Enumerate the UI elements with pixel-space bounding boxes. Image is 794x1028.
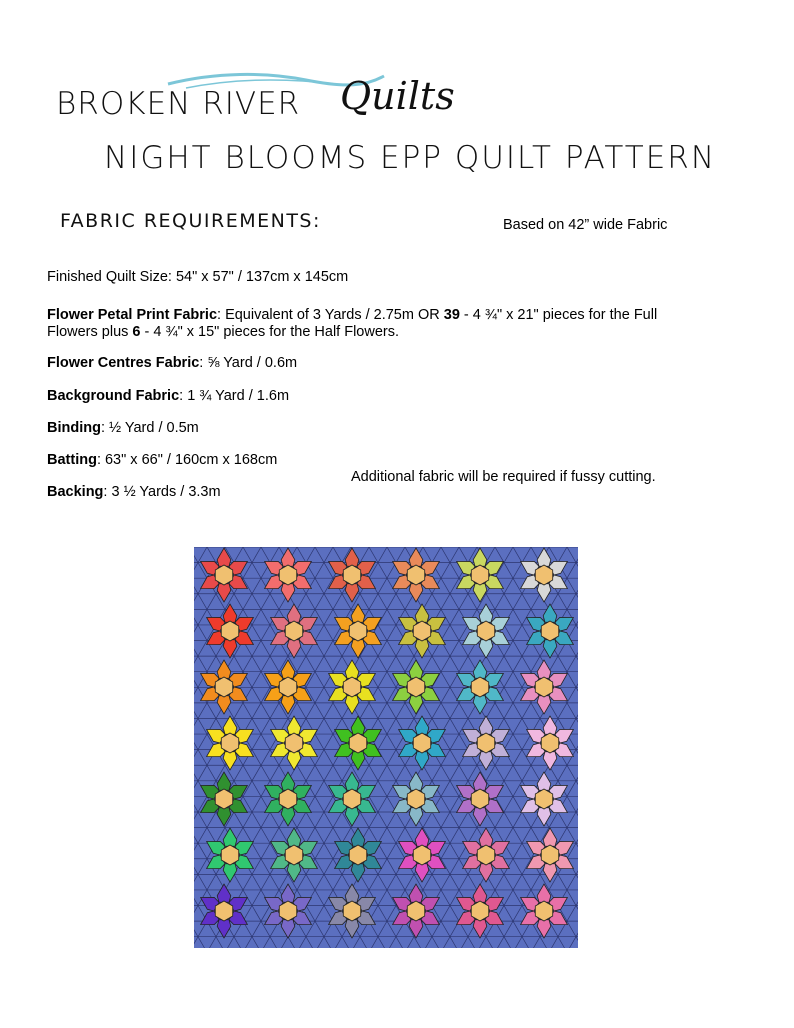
background-label: Background Fabric xyxy=(47,388,180,404)
background-value: : 1 ¾ Yard / 1.6m xyxy=(179,388,290,404)
section-title: FABRIC REQUIREMENTS: xyxy=(60,210,321,232)
petal-count-half: 6 xyxy=(132,324,141,340)
backing-label: Backing xyxy=(47,484,104,500)
petal-text-1: : Equivalent of 3 Yards / 2.75m OR xyxy=(217,307,444,323)
batting-label: Batting xyxy=(47,452,97,468)
backing-value: : 3 ½ Yards / 3.3m xyxy=(103,484,221,500)
quilt-illustration xyxy=(194,547,578,948)
petal-text-2: - 4 ¾" x 21" pieces for the Full xyxy=(459,307,658,323)
binding-value: : ½ Yard / 0.5m xyxy=(100,420,199,436)
finished-size: Finished Quilt Size: 54" x 57" / 137cm x 145cm xyxy=(47,269,349,285)
centres-requirement xyxy=(47,355,297,372)
brand-script: Quilts xyxy=(340,74,455,118)
fussy-cutting-note: Additional fabric will be required if fussy cutting. xyxy=(351,469,656,485)
centres-value: : ⅝ Yard / 0.6m xyxy=(199,355,298,371)
backing-requirement xyxy=(47,484,221,501)
batting-value: : 63" x 66" / 160cm x 168cm xyxy=(96,452,278,468)
batting-requirement xyxy=(47,452,277,469)
brand-logo xyxy=(56,70,456,130)
petal-text-4: - 4 ¾" x 15" pieces for the Half Flowers. xyxy=(140,324,400,340)
binding-label: Binding xyxy=(47,420,101,436)
petal-requirement xyxy=(47,307,727,341)
quilt-image xyxy=(194,547,578,948)
binding-requirement xyxy=(47,420,199,437)
petal-label: Flower Petal Print Fabric xyxy=(47,307,218,323)
pattern-title: NIGHT BLOOMS EPP QUILT PATTERN xyxy=(104,140,717,176)
background-requirement xyxy=(47,388,289,405)
brand-name: BROKEN RIVER xyxy=(56,86,301,122)
petal-text-3: Flowers plus xyxy=(47,324,133,340)
petal-count-full: 39 xyxy=(443,307,460,323)
fabric-width-note: Based on 42” wide Fabric xyxy=(503,217,668,233)
centres-label: Flower Centres Fabric xyxy=(47,355,200,371)
